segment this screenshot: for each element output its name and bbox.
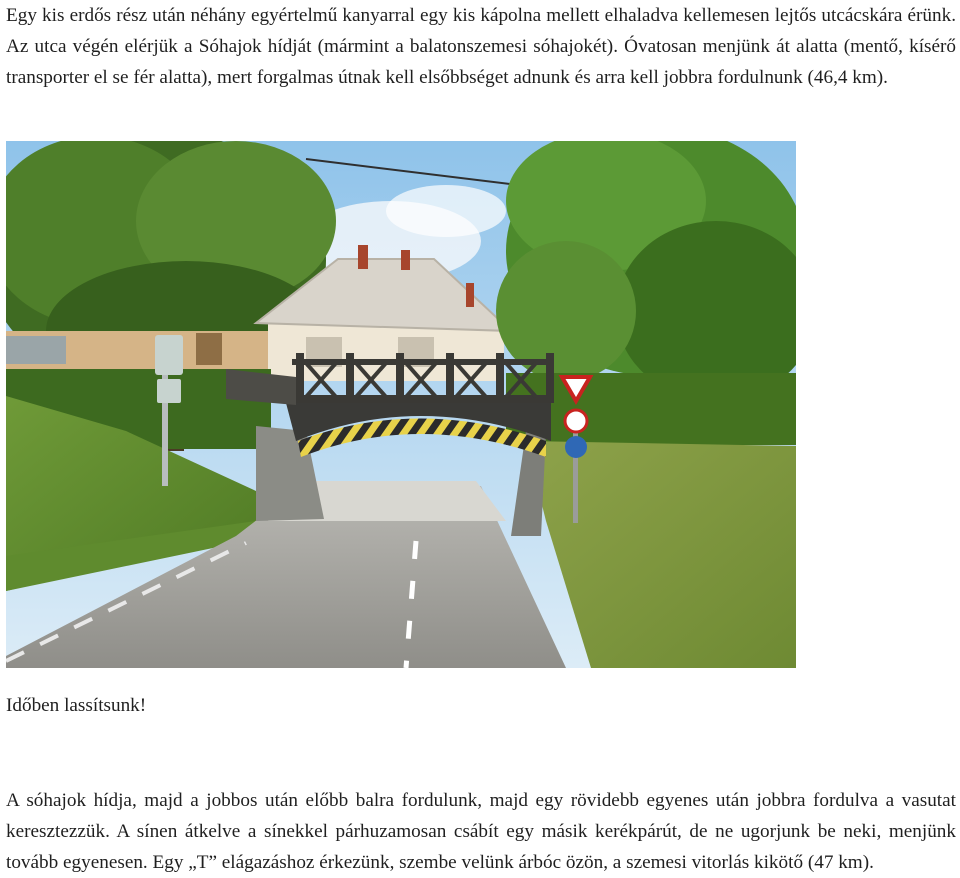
photo-caption: Időben lassítsunk! (6, 695, 147, 716)
directions-paragraph: A sóhajok hídja, majd a jobbos után előbb balra fordulunk, majd egy rövidebb egyenes után jobbra fordulva a vasutat keresztezzük. A sínen átkelve a sínekkel párhuzamosan csábít egy másik kerékpárút, de ne ugorjunk be neki, menjünk tovább egyenesen. Egy „T” elágazáshoz érkezünk, szembe velünk árbóc özön, a szemesi vitorlás kikötő (47 km). (6, 790, 956, 873)
bridge-photo (6, 141, 796, 668)
intro-paragraph: Egy kis erdős rész után néhány egyértelmű kanyarral egy kis kápolna mellett elhaladva kellemesen lejtős utcácskára érünk. Az utca végén elérjük a Sóhajok hídját (mármint a balatonszemesi sóhajokét). Óvatosan menjünk át alatta (mentő, kísérő transporter el se fér alatta), mert forgalmas útnak kell elsőbbséget adnunk és arra kell jobbra fordulnunk (46,4 km). (6, 5, 956, 88)
